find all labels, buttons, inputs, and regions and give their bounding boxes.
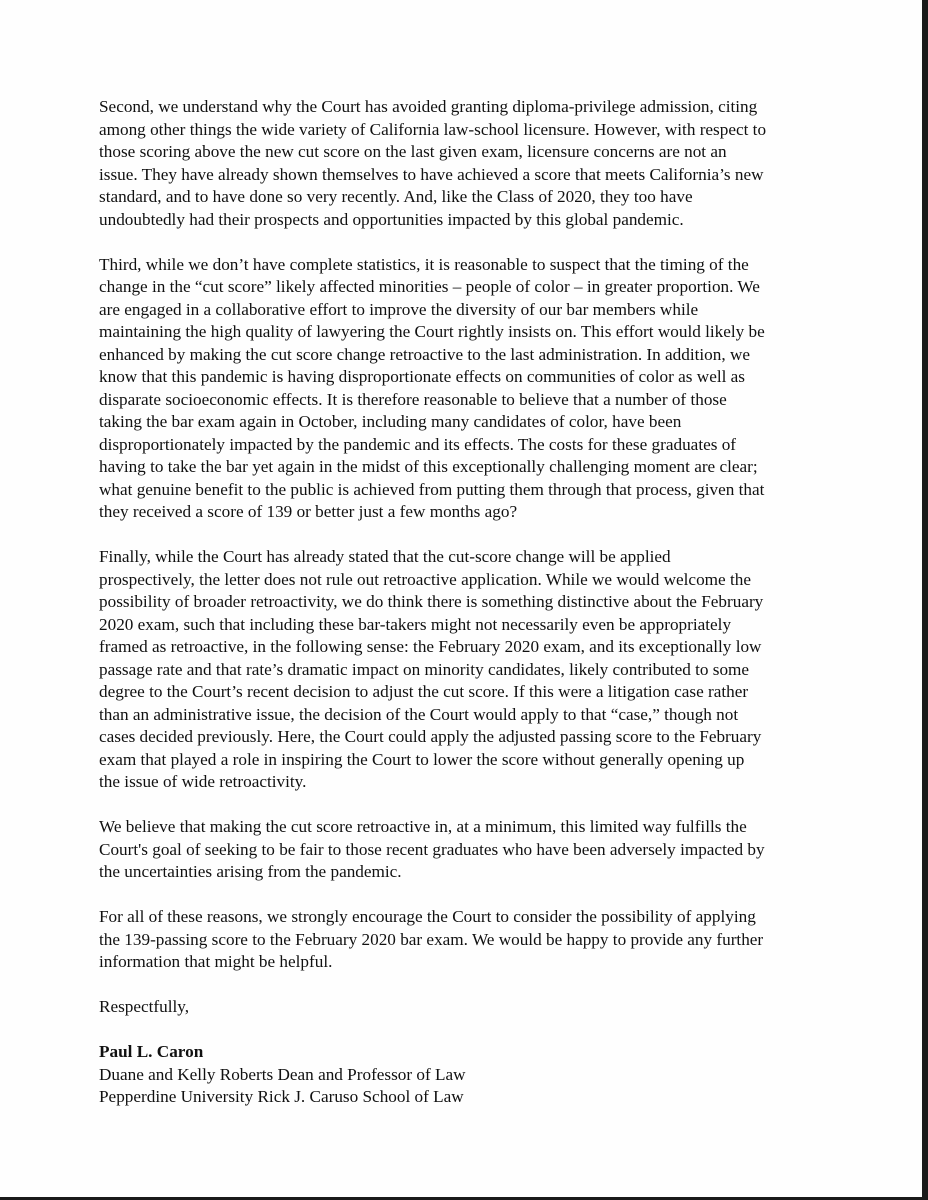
text-line: they received a score of 139 or better just a few months ago? (99, 502, 518, 521)
paragraph (99, 816, 859, 884)
text-line: among other things the wide variety of California law-school licensure. However, with respect to (99, 119, 767, 139)
paragraph (99, 96, 859, 231)
text-line: degree to the Court’s recent decision to adjust the cut score. If this were a litigation case rather (99, 682, 749, 701)
text-line: disparate socioeconomic effects. It is therefore reasonable to believe that a number of those (99, 389, 727, 409)
text-line: change in the “cut score” likely affected minorities – people of color – in greater proportion. We (99, 277, 760, 296)
paragraph (99, 546, 859, 794)
text-line: the 139-passing score to the February 2020 bar exam. We would be happy to provide any further (99, 929, 764, 949)
signature-block (99, 1041, 859, 1109)
text-line: having to take the bar yet again in the midst of this exceptionally challenging moment are clear; (99, 457, 758, 476)
text-line: 2020 exam, such that including these bar-takers might not necessarily even be appropriately (99, 614, 732, 634)
letter-body (99, 96, 859, 1109)
signer-name: Paul L. Caron (99, 1042, 204, 1061)
text-line: taking the bar exam again in October, including many candidates of color, have been (99, 412, 682, 431)
text-line: maintaining the high quality of lawyering the Court rightly insists on. This effort would likely be (99, 322, 765, 341)
text-line: know that this pandemic is having disproportionate effects on communities of color as well as (99, 367, 745, 386)
signer-institution: Pepperdine University Rick J. Caruso School of Law (99, 1087, 464, 1106)
text-line: those scoring above the new cut score on the last given exam, licensure concerns are not an (99, 142, 727, 161)
text-line: enhanced by making the cut score change retroactive to the last administration. In addition, we (99, 344, 750, 364)
text-line: Second, we understand why the Court has avoided granting diploma-privilege admission, citing (99, 97, 758, 116)
text-line: Finally, while the Court has already stated that the cut-score change will be applied (99, 547, 671, 566)
text-line: information that might be helpful. (99, 952, 333, 971)
text-line: passage rate and that rate’s dramatic impact on minority candidates, likely contributed to some (99, 659, 750, 679)
text-line: than an administrative issue, the decision of the Court would apply to that “case,” though not (99, 704, 739, 724)
right-edge-border (922, 0, 928, 1200)
paragraph (99, 906, 859, 974)
text-line: undoubtedly had their prospects and opportunities impacted by this global pandemic. (99, 209, 684, 229)
text-line: issue. They have already shown themselves to have achieved a score that meets California’s new (99, 164, 764, 184)
text-line: We believe that making the cut score retroactive in, at a minimum, this limited way fulfills the (99, 817, 747, 836)
closing-text: Respectfully, (99, 997, 190, 1016)
paragraph (99, 254, 859, 524)
text-line: framed as retroactive, in the following sense: the February 2020 exam, and its exceptionally low (99, 637, 762, 656)
text-line: the uncertainties arising from the pandemic. (99, 862, 402, 881)
text-line: Court's goal of seeking to be fair to those recent graduates who have been adversely impacted by (99, 839, 765, 859)
text-line: For all of these reasons, we strongly encourage the Court to consider the possibility of applying (99, 907, 756, 926)
text-line: the issue of wide retroactivity. (99, 772, 307, 791)
text-line: what genuine benefit to the public is achieved from putting them through that process, given that (99, 479, 765, 499)
signer-title: Duane and Kelly Roberts Dean and Professor of Law (99, 1064, 466, 1084)
text-line: possibility of broader retroactivity, we do think there is something distinctive about the February (99, 592, 764, 611)
text-line: are engaged in a collaborative effort to improve the diversity of our bar members while (99, 299, 699, 319)
text-line: prospectively, the letter does not rule out retroactive application. While we would welcome the (99, 569, 751, 589)
text-line: standard, and to have done so very recently. And, like the Class of 2020, they too have (99, 187, 693, 206)
text-line: disproportionately impacted by the pandemic and its effects. The costs for these graduates of (99, 434, 737, 454)
closing (99, 996, 859, 1019)
text-line: Third, while we don’t have complete statistics, it is reasonable to suspect that the timing of the (99, 254, 749, 274)
text-line: exam that played a role in inspiring the Court to lower the score without generally opening up (99, 749, 745, 769)
text-line: cases decided previously. Here, the Court could apply the adjusted passing score to the February (99, 727, 762, 746)
